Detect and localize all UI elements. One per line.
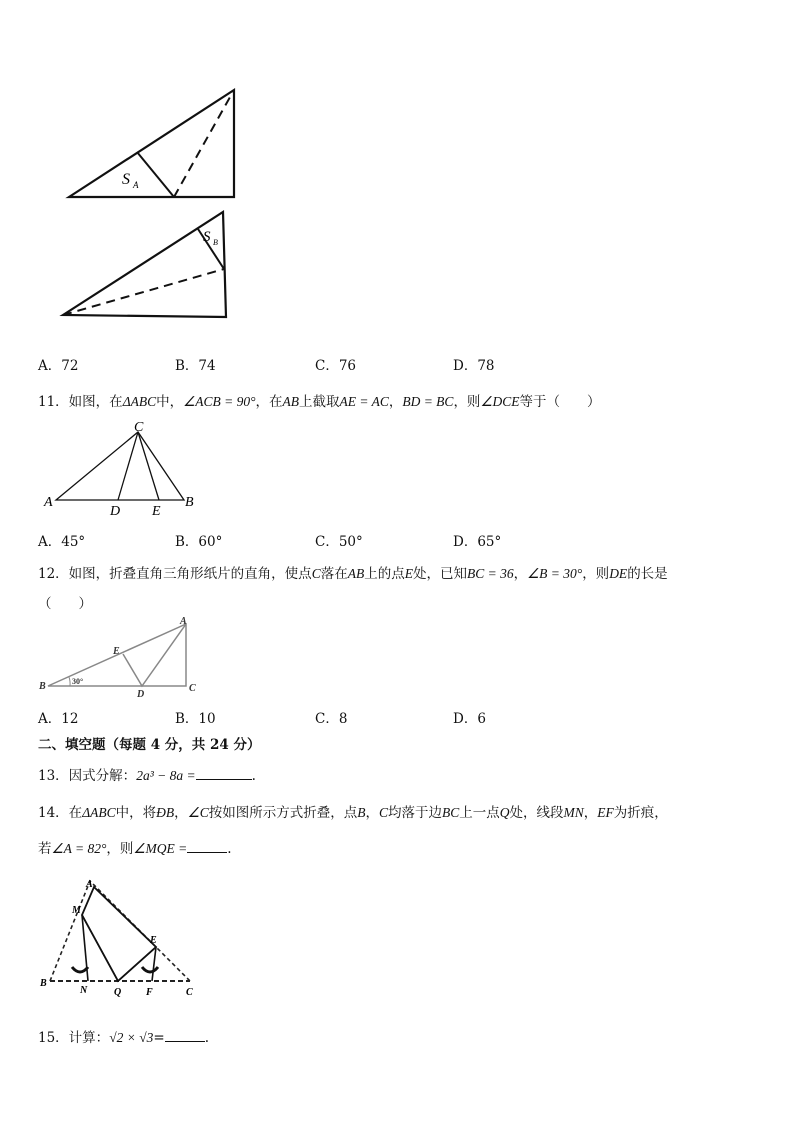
crease-ef bbox=[152, 947, 156, 981]
label-s-sub: B bbox=[213, 238, 218, 247]
q14-stem-line2: 若∠A = 82°，则∠MQE = . bbox=[38, 841, 232, 857]
fold-arrow-right-icon bbox=[142, 967, 158, 972]
segment-ce bbox=[138, 432, 159, 500]
q14-stem-line1: 14．在ΔABC中，将ÐB，∠C按如图所示方式折叠，点B，C均落于边BC上一点Q处，线段MN，EF为折痕， bbox=[38, 805, 668, 821]
triangle-outline bbox=[69, 90, 234, 197]
q12-stem: 12．如图，折叠直角三角形纸片的直角，使点C落在AB上的点E处，已知BC = 36，∠B = 30°，则DE的长是 bbox=[38, 566, 668, 582]
segment-cd bbox=[118, 432, 138, 500]
label-c: C bbox=[186, 987, 193, 998]
label-b: B bbox=[185, 495, 194, 510]
q10-option-c[interactable]: C．76 bbox=[315, 358, 357, 374]
segment-qe bbox=[118, 947, 156, 981]
dashed-line bbox=[63, 269, 224, 315]
q11-option-b[interactable]: B．60° bbox=[175, 534, 223, 550]
angle-30-label: 30° bbox=[72, 677, 84, 686]
angle-arc bbox=[69, 677, 70, 686]
label-c: C bbox=[189, 683, 196, 694]
q12-option-a[interactable]: A．12 bbox=[38, 711, 79, 727]
label-e: E bbox=[152, 504, 161, 518]
q11-option-d[interactable]: D．65° bbox=[453, 534, 502, 550]
fold-line bbox=[198, 229, 224, 269]
q15-stem: 15．计算：√2 × √3= . bbox=[38, 1030, 209, 1046]
q12-option-b[interactable]: B．10 bbox=[175, 711, 216, 727]
label-c: C bbox=[134, 420, 144, 435]
label-a: A bbox=[86, 879, 93, 890]
label-n: N bbox=[80, 985, 88, 996]
label-f: F bbox=[146, 987, 153, 998]
q14-answer-blank[interactable] bbox=[187, 840, 227, 853]
fold-line bbox=[137, 152, 174, 197]
label-a: A bbox=[44, 495, 53, 510]
triangle-abc bbox=[56, 432, 184, 500]
label-m: M bbox=[72, 905, 81, 916]
label-d: D bbox=[137, 689, 145, 700]
figure-q12-fold bbox=[34, 614, 204, 700]
label-s-sub: A bbox=[133, 180, 139, 190]
q13-stem: 13．因式分解：2a³ − 8a = . bbox=[38, 768, 256, 784]
label-s: S bbox=[203, 229, 211, 245]
figure-q14-fold bbox=[36, 875, 206, 1001]
label-e: E bbox=[113, 646, 120, 657]
q12-option-c[interactable]: C．8 bbox=[315, 711, 348, 727]
q12-paren: （ ） bbox=[38, 596, 92, 612]
label-a: A bbox=[180, 616, 187, 627]
q11-stem: 11．如图，在ΔABC中，∠ACB = 90°，在AB上截取AE = AC，BD = BC，则∠DCE等于（ ） bbox=[38, 394, 601, 410]
q10-option-d[interactable]: D．78 bbox=[453, 358, 495, 374]
q11-option-a[interactable]: A．45° bbox=[38, 534, 86, 550]
q15-answer-blank[interactable] bbox=[165, 1029, 205, 1042]
section-title-fill-in: 二、填空题（每题 4 分，共 24 分） bbox=[38, 737, 261, 753]
label-d: D bbox=[110, 504, 121, 518]
q10-option-b[interactable]: B．74 bbox=[175, 358, 216, 374]
dashed-line bbox=[174, 90, 234, 197]
label-s: S bbox=[122, 171, 130, 188]
q12-option-d[interactable]: D．6 bbox=[453, 711, 486, 727]
figure-q11-triangle bbox=[38, 418, 208, 518]
original-triangle-dashed bbox=[50, 881, 190, 981]
q13-answer-blank[interactable] bbox=[196, 767, 252, 780]
label-q: Q bbox=[114, 987, 122, 998]
label-b: B bbox=[40, 978, 47, 989]
label-b: B bbox=[39, 681, 46, 692]
fold-ed-da bbox=[123, 624, 186, 686]
figure-triangle-sa bbox=[60, 82, 250, 207]
triangle-outline bbox=[63, 212, 226, 317]
q11-option-c[interactable]: C．50° bbox=[315, 534, 363, 550]
q10-option-a[interactable]: A．72 bbox=[38, 358, 79, 374]
label-e: E bbox=[150, 935, 157, 946]
fold-arrow-left-icon bbox=[72, 967, 88, 972]
figure-triangle-sb bbox=[55, 205, 235, 325]
